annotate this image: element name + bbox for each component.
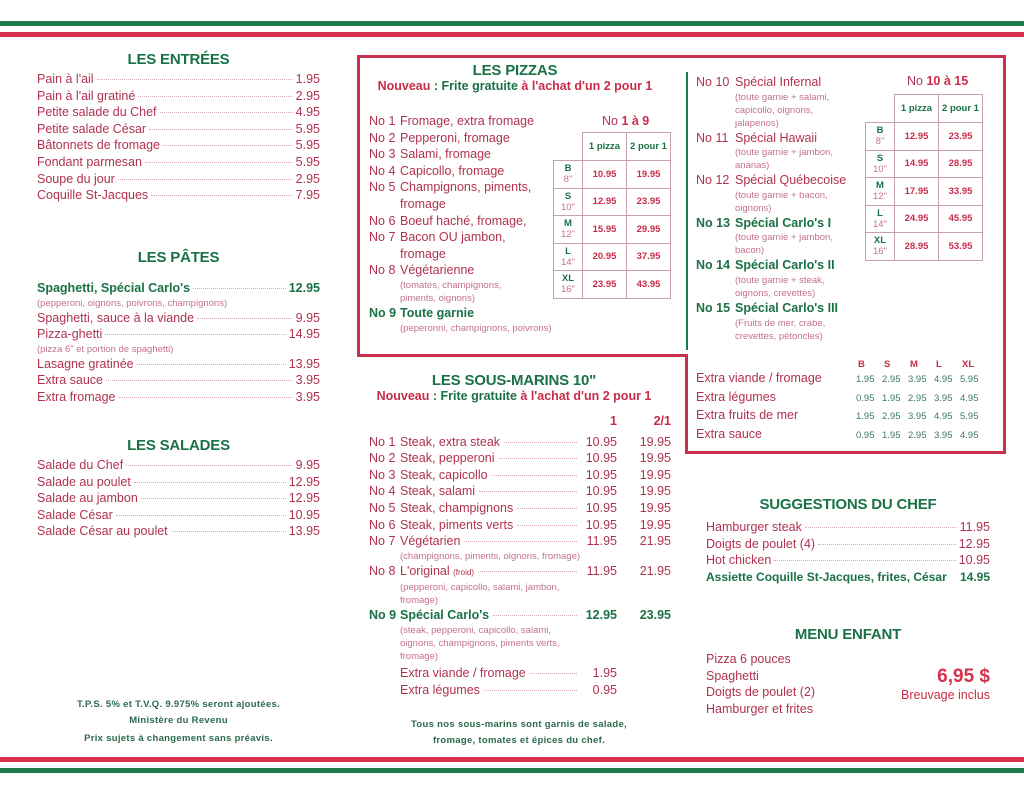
sub-item: No 9 Spécial Carlo's 12.95 23.95 — [369, 608, 671, 623]
sousmarins-note: Tous nos sous-marins sont garnis de salade, fromage, tomates et épices du chef. — [411, 719, 627, 746]
menu-item: Bâtonnets de fromage 5.95 — [37, 138, 320, 153]
pizza-box-top — [357, 55, 1006, 58]
extra-row: Extra fruits de mer 1.95 2.95 3.95 4.95 5.95 — [696, 408, 979, 423]
pizza-box-bottom-left — [357, 354, 687, 357]
menu-item: Extra sauce 3.95 — [37, 373, 320, 388]
suggestions-title: SUGGESTIONS DU CHEF — [759, 496, 937, 513]
menu-item: Doigts de poulet (4) 12.95 — [706, 536, 990, 551]
tax-notes: T.P.S. 5% et T.V.Q. 9.975% seront ajoutées. Ministère du Revenu Prix sujets à changement sans préavis. — [77, 699, 280, 744]
pizza-box-right — [1003, 55, 1006, 454]
sousmarins-title: LES SOUS-MARINS 10" — [431, 372, 597, 389]
menu-item: Petite salade du Chef 4.95 — [37, 105, 320, 120]
pizza-item: No 10 Spécial Infernal — [696, 75, 822, 89]
salades-title: LES SALADES — [127, 437, 230, 454]
menu-item: Salade au jambon 12.95 — [37, 491, 320, 506]
enfant-item: Spaghetti — [706, 668, 759, 683]
pizza-item: No 9 Toute garnie — [369, 305, 475, 320]
bottom-green-stripe — [0, 768, 1024, 773]
menu-item: Hamburger steak 11.95 — [706, 520, 990, 534]
pizza-column-divider — [686, 72, 688, 350]
menu-item: Assiette Coquille St-Jacques, frites, César 14.95 — [706, 569, 990, 584]
menu-item: Lasagne gratinée 13.95 — [37, 356, 320, 371]
menu-item: Pizza-ghetti 14.95 — [37, 327, 320, 342]
menu-item: Salade au poulet 12.95 — [37, 474, 320, 489]
menu-item: Coquille St-Jacques 7.95 — [37, 188, 320, 203]
table-title-10-15: No 10 à 15 — [907, 74, 969, 88]
salades-section — [37, 437, 320, 540]
pizza-item: No 4 Capicollo, fromage — [369, 163, 505, 178]
extra-row: Extra sauce 0.95 1.95 2.95 3.95 4.95 — [696, 426, 979, 441]
menu-item: Petite salade César 5.95 — [37, 121, 320, 136]
sousmarins-section: LES SOUS-MARINS 10" Nouveau : Frite gratuite à l'achat d'un 2 pour 1 1 2/1 No 1 Steak, extra steak 10.95 19.95 No 2 Steak, pepperoni 10.95 19.95 No 3 Steak, capicollo 10.95 19.95 No 4 Steak, salami 10.95 19.95 No 5 Steak, champignons 10.95 19.95 No 6 Steak, piments verts 10.95 19.95 No 7 Végétarien 11.95 21.95 (champignons, piments, oignons, fromage) No 8 L'original (froid) 11.95 21.95 (pepperoni, capicollo, salami, jambon, fromage) No 9 Spécial Carlo's 12.95 23.95 (steak, pepperoni, capicollo, salami, oignons, champignons, piments verts, fromage) Extra viande / fromage 1.95 Extra légumes 0.95 — [369, 372, 671, 697]
pates-section — [37, 249, 320, 406]
pizza-item: No 7 Bacon OU jambon, — [369, 230, 506, 245]
pizza-extras: B S M L XL Extra viande / fromage 1.95 2.95 3.95 4.95 5.95 Extra légumes 0.95 1.95 2.95 3.95 4.95 Extra fruits de mer 1.95 2.95 3.95 4.95 5.95 Extra sauce 0.95 1.95 2.95 3.95 4.95 — [696, 359, 996, 444]
pizza-item: No 2 Pepperoni, fromage — [369, 130, 510, 145]
top-green-stripe — [0, 21, 1024, 26]
menu-item: Fondant parmesan 5.95 — [37, 154, 320, 169]
pizza-item: No 8 Végétarienne — [369, 263, 475, 278]
item-description: (pepperoni, oignons, poivrons, champignons) — [37, 297, 228, 309]
price-table-1-9: 1 pizza 2 pour 1 B 8" 10.95 19.95 S 10" 12.95 23.95 M 12" 15.95 29.95 L 14" 20.95 37.95 XL 16" 23.95 43.95 — [553, 132, 671, 299]
top-red-stripe — [0, 32, 1024, 37]
pizza-item: No 11 Spécial Hawaii — [696, 130, 817, 145]
extra-row: Extra viande / fromage 1.95 2.95 3.95 4.95 5.95 — [696, 371, 979, 385]
pizza-item: No 6 Boeuf haché, fromage, — [369, 213, 527, 228]
enfant-drink: Breuvage inclus — [901, 688, 990, 702]
menu-item: Salade du Chef 9.95 — [37, 458, 320, 472]
menu-item: Pain à l'ail gratiné 2.95 — [37, 88, 320, 103]
pizzas-title: LES PIZZAS — [472, 62, 558, 79]
extra-row: Extra légumes 0.95 1.95 2.95 3.95 4.95 — [696, 389, 979, 404]
sub-item: No 1 Steak, extra steak 10.95 19.95 — [369, 434, 671, 449]
sub-item: No 6 Steak, piments verts 10.95 19.95 — [369, 517, 671, 532]
price-table-10-15: 1 pizza 2 pour 1 B 8" 12.95 23.95 S 10" 14.95 28.95 M 12" 17.95 33.95 L 14" 24.95 45.95 XL 16" 28.95 53.95 — [865, 94, 983, 261]
sub-item: No 8 L'original (froid) 11.95 21.95 — [369, 563, 671, 578]
menu-item: Salade César 10.95 — [37, 507, 320, 522]
sub-item: No 5 Steak, champignons 10.95 19.95 — [369, 500, 671, 515]
pizzas-promo: Nouveau : Frite gratuite à l'achat d'un 2 pour 1 — [377, 79, 653, 93]
sousmarins-promo: Nouveau : Frite gratuite à l'achat d'un 2 pour 1 — [376, 389, 652, 403]
pizza-item: No 5 Champignons, piments, — [369, 180, 532, 195]
pizzas-header — [370, 62, 670, 93]
menu-item: Hot chicken 10.95 — [706, 553, 990, 568]
pizza-box-left — [357, 55, 360, 357]
enfant-item: Pizza 6 pouces — [706, 652, 791, 666]
entrees-title: LES ENTRÉES — [127, 51, 230, 68]
enfant-title: MENU ENFANT — [794, 626, 902, 643]
sub-item: No 4 Steak, salami 10.95 19.95 — [369, 484, 671, 499]
menu-item: Spaghetti, sauce à la viande 9.95 — [37, 310, 320, 325]
enfant-section — [706, 626, 990, 717]
sub-item: No 2 Steak, pepperoni 10.95 19.95 — [369, 451, 671, 466]
menu-item: Extra fromage 3.95 — [37, 389, 320, 404]
pizza-box-bottom-right — [685, 451, 1006, 454]
pizza-list-1-9: No 1 Fromage, extra fromage No 2 Pepperoni, fromage No 3 Salami, fromage No 4 Capicollo, fromage No 5 Champignons, piments, fromage No 6 Boeuf haché, fromage, No 7 Bacon OU jambon, fromage No 8 Végétarienne (tomates, champignons, piments, oignons) No 9 Toute garnie (peperonni, champignons, poivrons) — [369, 113, 559, 335]
sub-item: No 3 Steak, capicollo 10.95 19.95 — [369, 467, 671, 482]
enfant-price: 6,95 $ — [937, 666, 990, 687]
menu-item: Soupe du jour 2.95 — [37, 171, 320, 186]
pizza-item: No 3 Salami, fromage — [369, 147, 492, 162]
menu-item: Pain à l'ail 1.95 — [37, 72, 320, 86]
sub-extra: Extra viande / fromage 1.95 — [400, 665, 617, 680]
pizza-item: No 1 Fromage, extra fromage — [369, 114, 535, 128]
enfant-item: Hamburger et frites — [706, 701, 813, 716]
pizza-item: No 14 Spécial Carlo's II — [696, 258, 835, 273]
pates-title: LES PÂTES — [137, 249, 220, 266]
pizza-box-step — [685, 354, 688, 454]
pizza-item: No 15 Spécial Carlo's III — [696, 300, 839, 315]
pizza-item: No 12 Spécial Québecoise — [696, 173, 847, 188]
entrees-section — [37, 51, 320, 204]
table-title-1-9: No 1 à 9 — [602, 114, 650, 128]
sub-item: No 7 Végétarien 11.95 21.95 — [369, 534, 671, 549]
sub-extra: Extra légumes 0.95 — [400, 682, 617, 697]
pizza-list-10-15: No 10 Spécial Infernal (toute garnie + salami, capicollo, oignons, jalapenos) No 11 Spécial Hawaii (toute garnie + jambon, ananas) No 12 Spécial Québecoise (toute garnie + bacon, oignons) No 13 Spécial Carlo's I (toute garnie + jambon, bacon) No 14 Spécial Carlo's II (toute garnie + steak, oignons, crevettes) No 15 Spécial Carlo's III (Fruits de mer, crabe, crevettes, pétoncles) — [696, 74, 876, 343]
pizza-item: No 13 Spécial Carlo's I — [696, 215, 832, 230]
menu-item: Salade César au poulet 13.95 — [37, 524, 320, 539]
suggestions-section — [706, 496, 990, 585]
bottom-red-stripe — [0, 757, 1024, 762]
menu-item: Spaghetti, Spécial Carlo's 12.95 — [37, 281, 320, 295]
item-description: (pizza 6" et portion de spaghetti) — [37, 343, 174, 355]
enfant-item: Doigts de poulet (2) — [706, 685, 816, 700]
